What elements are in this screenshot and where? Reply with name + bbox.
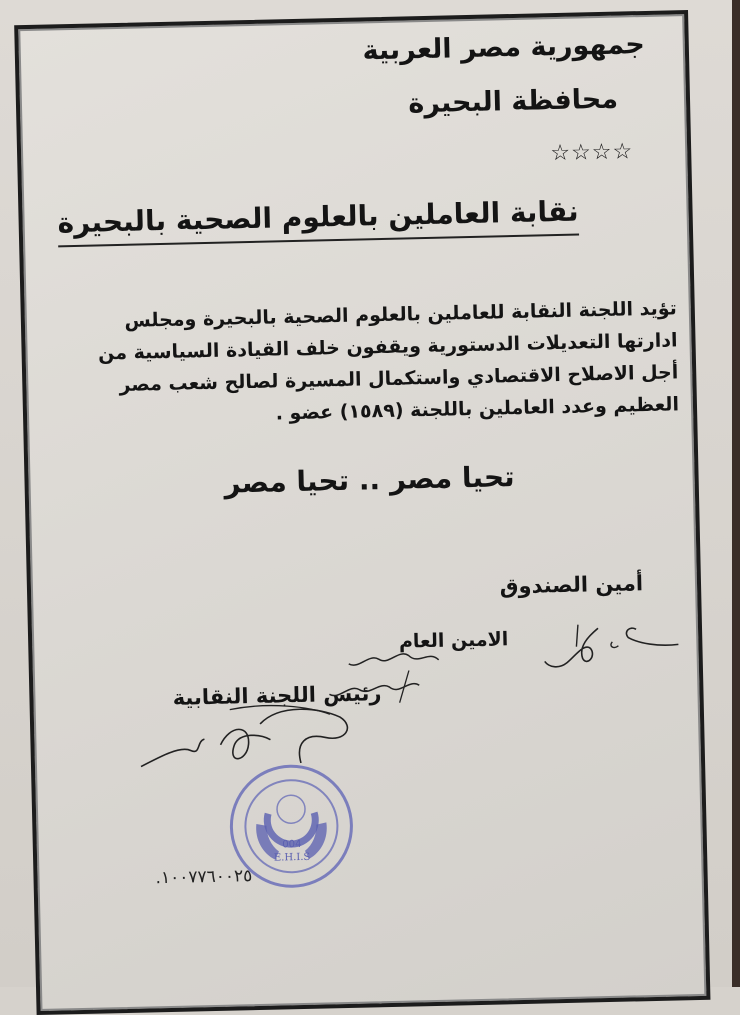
signatory-secretary-general: الامين العام xyxy=(398,628,509,653)
document-body xyxy=(77,292,680,434)
body-line: تؤيد اللجنة النقابة للعاملين بالعلوم الصحية بالبحيرة ومجلس xyxy=(124,297,678,332)
document-frame xyxy=(14,10,710,1015)
signatory-committee-chair: رئيس اللجنة النقابية xyxy=(172,681,382,710)
signatory-treasurer: أمين الصندوق xyxy=(499,571,644,599)
header-country: جمهورية مصر العربية xyxy=(362,28,646,67)
body-line: ادارتها التعديلات الدستورية ويقفون خلف القيادة السياسية من xyxy=(97,329,678,365)
table-edge xyxy=(732,0,740,987)
stamp-initials: E.H.I.S xyxy=(273,851,311,864)
body-line: العظيم وعدد العاملين باللجنة (١٥٨٩) عضو . xyxy=(275,393,680,425)
document-title: نقابة العاملين بالعلوم الصحية بالبحيرة xyxy=(57,195,579,248)
signature-secretary-general-icon xyxy=(518,614,690,688)
body-line: أجل الاصلاح الاقتصادي واستكمال المسيرة لصالح شعب مصر xyxy=(119,361,679,396)
document-content xyxy=(18,14,706,1011)
header-governorate: محافظة البحيرة xyxy=(408,83,619,120)
slogan: تحيا مصر .. تحيا مصر xyxy=(224,460,515,500)
star-decoration-icon: ☆☆☆☆ xyxy=(550,139,634,167)
phone-number: .١٠٠٧٧٦٠٠٢٥ xyxy=(155,866,253,889)
stamp-number: 004 xyxy=(282,838,302,851)
